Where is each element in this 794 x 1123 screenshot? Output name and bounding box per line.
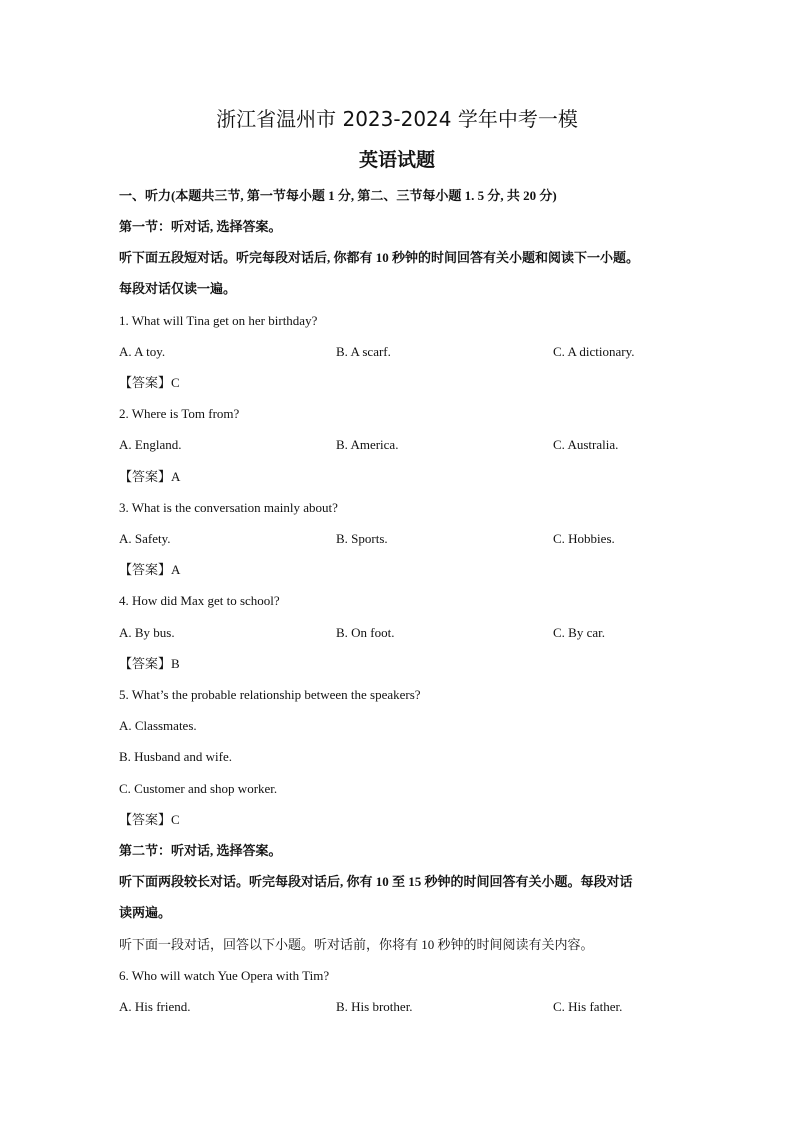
option-c: C. By car.	[553, 625, 605, 640]
option-c: C. A dictionary.	[553, 344, 635, 359]
option-a: A. Classmates.	[119, 718, 197, 733]
option-a: A. A toy.	[119, 344, 166, 359]
option-b: B. His brother.	[336, 999, 413, 1014]
part1-title: 第一节：听对话, 选择答案。	[119, 219, 282, 234]
answer-label: 【答案】A	[119, 469, 181, 484]
question-stem: 6. Who will watch Yue Opera with Tim?	[119, 968, 330, 983]
question-stem: 4. How did Max get to school?	[119, 593, 280, 608]
option-c: C. Australia.	[553, 437, 619, 452]
question-stem: 1. What will Tina get on her birthday?	[119, 313, 318, 328]
option-b: B. Husband and wife.	[119, 749, 233, 764]
option-b: B. America.	[336, 437, 399, 452]
option-b: B. A scarf.	[336, 344, 391, 359]
option-b: B. Sports.	[336, 531, 388, 546]
answer-label: 【答案】C	[119, 375, 180, 390]
part1-instruction-cont: 每段对话仅读一遍。	[119, 281, 237, 296]
option-c: C. Hobbies.	[553, 531, 615, 546]
option-c: C. His father.	[553, 999, 623, 1014]
section-heading: 一、听力(本题共三节, 第一节每小题 1 分, 第二、三节每小题 1. 5 分, 共 20 分)	[119, 188, 557, 203]
option-a: A. His friend.	[119, 999, 191, 1014]
option-b: B. On foot.	[336, 625, 395, 640]
dialog-intro: 听下面一段对话，回答以下小题。听对话前，你将有 10 秒钟的时间阅读有关内容。	[119, 937, 594, 952]
question-stem: 3. What is the conversation mainly about?	[119, 500, 338, 515]
part2-instruction: 听下面两段较长对话。听完每段对话后, 你有 10 至 15 秒钟的时间回答有关小题。每段对话	[119, 874, 633, 889]
option-c: C. Customer and shop worker.	[119, 781, 278, 796]
question-stem: 5. What’s the probable relationship between the speakers?	[119, 687, 421, 702]
part2-instruction-cont: 读两遍。	[119, 905, 172, 920]
page-subtitle: 英语试题	[358, 149, 435, 171]
option-a: A. England.	[119, 437, 182, 452]
part1-instruction: 听下面五段短对话。听完每段对话后, 你都有 10 秒钟的时间回答有关小题和阅读下一小题。	[119, 250, 640, 265]
option-a: A. Safety.	[119, 531, 171, 546]
page-title: 浙江省温州市 2023-2024 学年中考一模	[216, 107, 578, 131]
option-a: A. By bus.	[119, 625, 175, 640]
part2-title: 第二节：听对话, 选择答案。	[119, 843, 282, 858]
answer-label: 【答案】A	[119, 562, 181, 577]
question-stem: 2. Where is Tom from?	[119, 406, 240, 421]
answer-label: 【答案】C	[119, 812, 180, 827]
answer-label: 【答案】B	[119, 656, 180, 671]
